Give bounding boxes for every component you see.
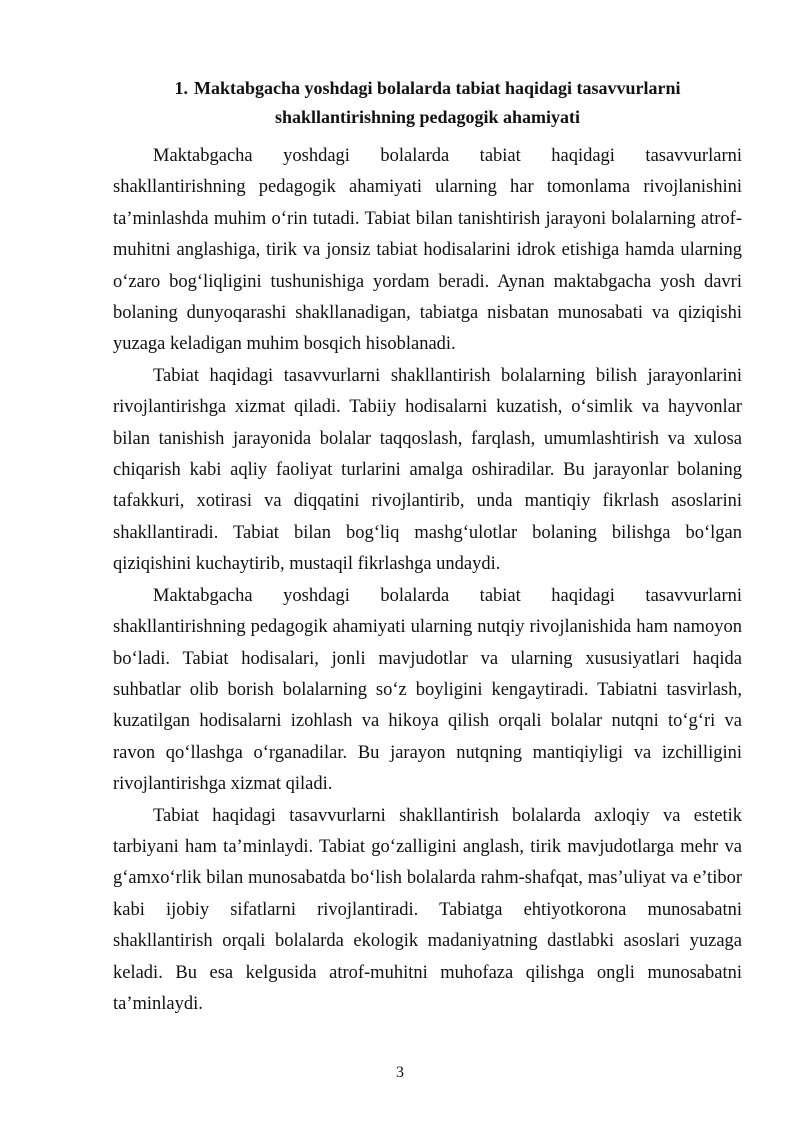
heading-line-2: shakllantirishning pedagogik ahamiyati — [274, 107, 581, 127]
paragraph-3: Maktabgacha yoshdagi bolalarda tabiat haqidagi tasavvurlarni shakllantirishning pedagogik ahamiyati ularning nutqiy rivojlanishida ham namoyon bo‘ladi. Tabiat hodisalari, jonli mavjudotlar va ularning xususiyatlari haqida suhbatlar olib borish bolalarning so‘z boyligini kengaytiradi. Tabiatni tasvirlash, kuzatilgan hodisalarni izohlash va hikoya qilish orqali bolalar nutqni to‘g‘ri va ravon qo‘llashga o‘rganadilar. Bu jarayon nutqning mantiqiyligi va izchilligini rivojlantirishga xizmat qiladi. — [113, 585, 742, 795]
section-heading — [113, 74, 742, 132]
paragraph-1: Maktabgacha yoshdagi bolalarda tabiat haqidagi tasavvurlarni shakllantirishning pedagogik ahamiyati ularning har tomonlama rivojlanishini ta’minlashda muhim o‘rin tutadi. Tabiat bilan tanishtirish jarayoni bolalarning atrof-muhitni anglashiga, tirik va jonsiz tabiat hodisalarini idrok etishiga hamda ularning o‘zaro bog‘liqligini tushunishiga yordam beradi. Aynan maktabgacha yosh davri bolaning dunyoqarashi shakllanadigan, tabiatga nisbatan munosabati va qiziqishi yuzaga keladigan muhim bosqich hisoblanadi. — [113, 146, 742, 355]
document-body — [113, 141, 742, 1020]
paragraph-2: Tabiat haqidagi tasavvurlarni shakllantirish bolalarning bilish jarayonlarini rivojlantirishga xizmat qiladi. Tabiiy hodisalarni kuzatish, o‘simlik va hayvonlar bilan tanishish jarayonida bolalar taqqoslash, farqlash, umumlashtirish va xulosa chiqarish kabi aqliy faoliyat turlarini amalga oshiradilar. Bu jarayonlar bolaning tafakkuri, xotirasi va diqqatini rivojlantirib, unda mantiqiy fikrlash asoslarini shakllantiradi. Tabiat bilan bog‘liq mashg‘ulotlar bolaning bilishga bo‘lgan qiziqishini kuchaytirib, mustaqil fikrlashga undaydi. — [113, 365, 742, 575]
heading-text-1: Maktabgacha yoshdagi bolalarda tabiat haqidagi tasavvurlarni — [193, 78, 681, 98]
section-number: 1. — [174, 78, 188, 98]
heading-line-1 — [113, 74, 742, 103]
paragraph-4: Tabiat haqidagi tasavvurlarni shakllantirish bolalarda axloqiy va estetik tarbiyani ham ta’minlaydi. Tabiat go‘zalligini anglash, tirik mavjudotlarga mehr va g‘amxo‘rlik bilan munosabatda bo‘lish bolalarda rahm-shafqat, mas’uliyat va e’tibor kabi ijobiy sifatlarni rivojlantiradi. Tabiatga ehtiyotkorona munosabatni shakllantirish orqali bolalarda ekologik madaniyatning dastlabki asoslari yuzaga keladi. Bu esa kelgusida atrof-muhitni muhofaza qilishga ongli munosabatni ta’minlaydi. — [113, 805, 742, 1014]
page-number: 3 — [396, 1064, 404, 1081]
